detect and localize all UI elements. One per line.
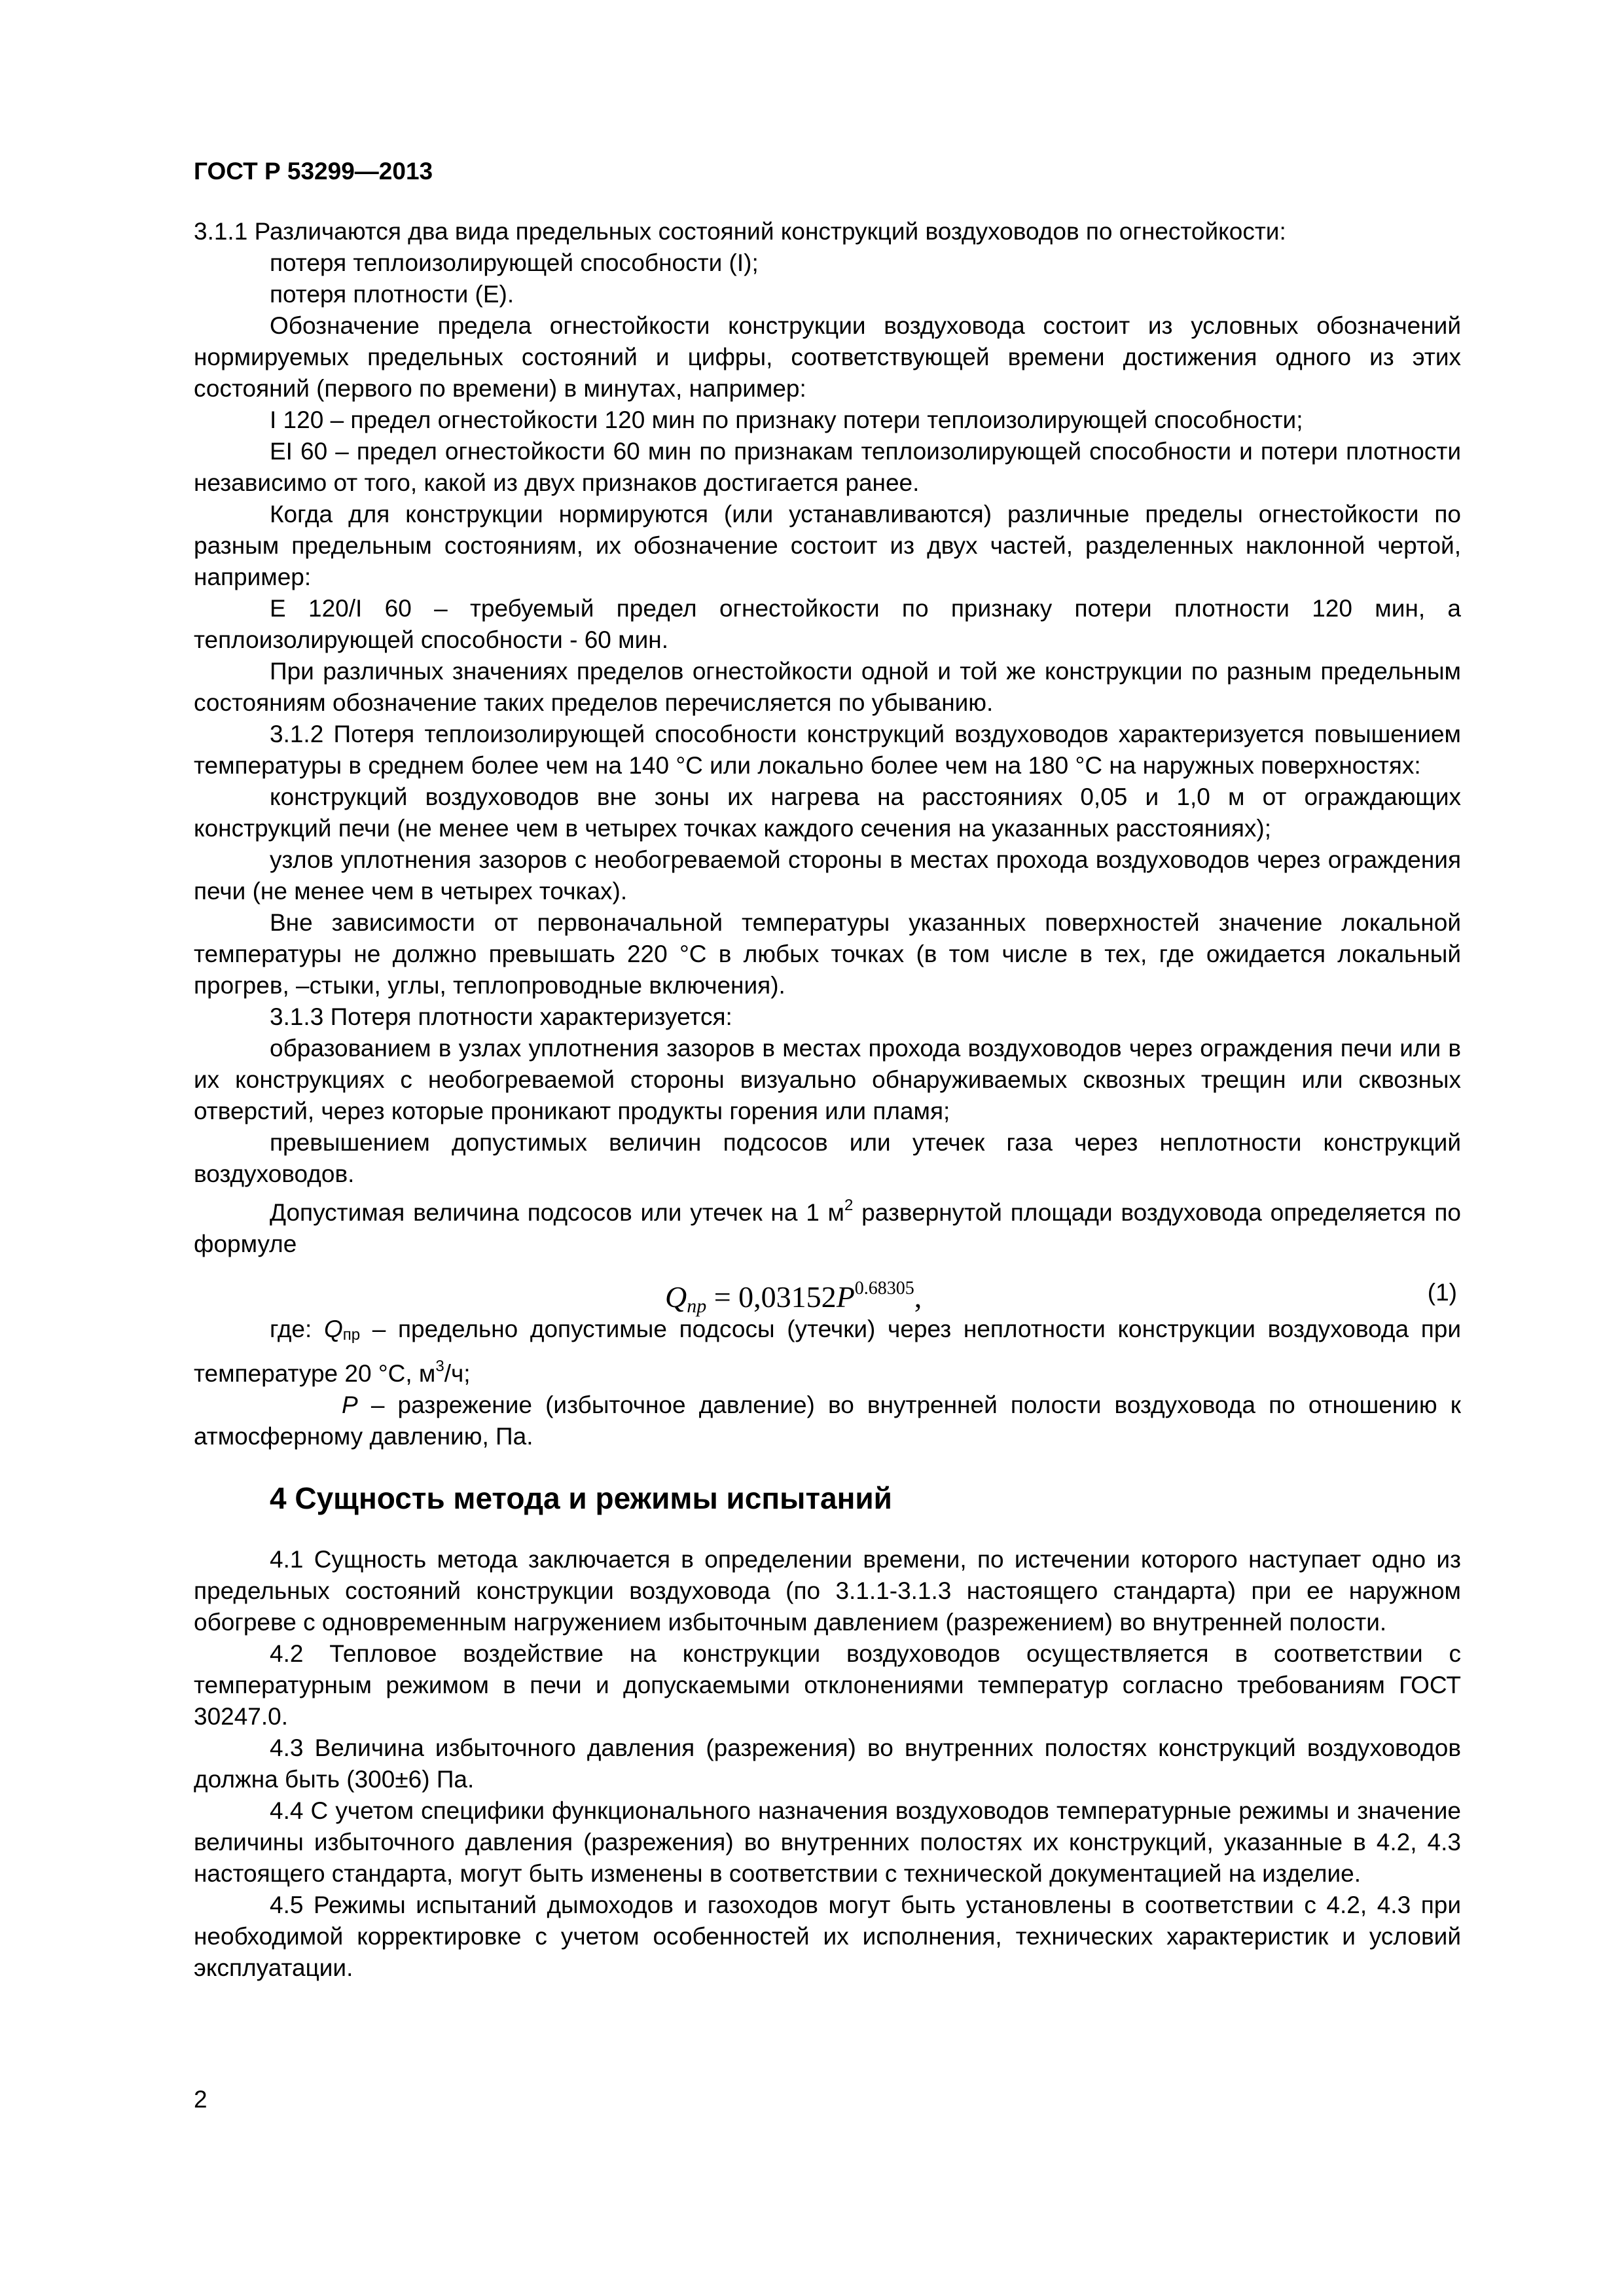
section-heading-4: 4 Сущность метода и режимы испытаний: [270, 1481, 892, 1515]
list-item-insulation-loss: потеря теплоизолирующей способности (I);: [270, 249, 759, 276]
formula-legend-p: P – разрежение (избыточное давление) во внутренней полости воздуховода по отношению к атмосферному давлению, Па.: [194, 1391, 1461, 1450]
formula-expression: $Q_{пр} = 0,03152P^{0.68305}$,: [665, 1278, 922, 1317]
list-item-duct-surfaces: конструкций воздуховодов вне зоны их нагрева на расстояниях 0,05 и 1,0 м от ограждающих конструкций печи (не менее чем в четырех точках каждого сечения на указанных расстояниях);: [194, 783, 1461, 842]
document-header: ГОСТ Р 53299—2013: [194, 158, 433, 185]
page-number: 2: [194, 2086, 208, 2113]
example-i120: I 120 – предел огнестойкости 120 мин по признаку потери теплоизолирующей способности;: [270, 406, 1303, 433]
paragraph-local-temperature: Вне зависимости от первоначальной температуры указанных поверхностей значение локальной температуры не должно превышать 220 °С в любых точках (в том числе в тех, где ожидается локальный прогрев, –стыки, углы, теплопроводные включения).: [194, 909, 1461, 999]
list-item-density-loss: потеря плотности (Е).: [270, 281, 514, 308]
list-item-leakage: превышением допустимых величин подсосов или утечек газа через неплотности конструкций воздуховодов.: [194, 1129, 1461, 1187]
formula-1: [194, 1260, 1461, 1317]
paragraph-4-3: 4.3 Величина избыточного давления (разрежения) во внутренних полостях конструкций воздуховодов должна быть (300±6) Па.: [194, 1734, 1461, 1793]
paragraph-3-1-1: 3.1.1 Различаются два вида предельных состояний конструкций воздуховодов по огнестойкости:: [194, 218, 1286, 245]
paragraph-4-2: 4.2 Тепловое воздействие на конструкции воздуховодов осуществляется в соответствии с температурным режимом в печи и допускаемыми отклонениями температур согласно требованиям ГОСТ 30247.0.: [194, 1640, 1461, 1730]
example-ei60: EI 60 – предел огнестойкости 60 мин по признакам теплоизолирующей способности и потери плотности независимо от того, какой из двух признаков достигается ранее.: [194, 438, 1461, 496]
paragraph-descending-order: При различных значениях пределов огнестойкости одной и той же конструкции по разным предельным состояниям обозначение таких пределов перечисляется по убыванию.: [194, 658, 1461, 716]
example-e120-i60: Е 120/I 60 – требуемый предел огнестойкости по признаку потери плотности 120 мин, а теплоизолирующей способности - 60 мин.: [194, 595, 1461, 653]
paragraph-4-5: 4.5 Режимы испытаний дымоходов и газоходов могут быть установлены в соответствии с 4.2, 4.3 при необходимой корректировке с учетом особенностей их исполнения, технических характеристик и условий эксплуатации.: [194, 1892, 1461, 1981]
paragraph-designation: Обозначение предела огнестойкости конструкции воздуховода состоит из условных обозначений нормируемых предельных состояний и цифры, соответствующей времени достижения одного из этих состояний (первого по времени) в минутах, например:: [194, 312, 1461, 402]
paragraph-3-1-2: 3.1.2 Потеря теплоизолирующей способности конструкций воздуховодов характеризуется повышением температуры в среднем более чем на 140 °С или локально более чем на 180 °С на наружных поверхностях:: [194, 721, 1461, 779]
list-item-seal-nodes: узлов уплотнения зазоров с необогреваемой стороны в местах прохода воздуховодов через ограждения печи (не менее чем в четырех точках).: [194, 846, 1461, 905]
formula-legend-q: где: $Q_{пр}$ – предельно допустимые подсосы (утечки) через неплотности конструкции воздуховода при температуре 20 °С, $м^3/ч$;: [194, 1316, 1461, 1387]
paragraph-4-1: 4.1 Сущность метода заключается в определении времени, по истечении которого наступает одно из предельных состояний конструкции воздуховода (по 3.1.1-3.1.3 настоящего стандарта) при ее наружном обогреве с одновременным нагружением избыточным давлением (разрежением) во внутренней полости.: [194, 1546, 1461, 1636]
paragraph-multiple-limits: Когда для конструкции нормируются (или устанавливаются) различные пределы огнестойкости по разным предельным состояниям, их обозначение состоит из двух частей, разделенных наклонной чертой, например:: [194, 501, 1461, 590]
formula-number: (1): [1427, 1279, 1457, 1306]
paragraph-allowable-leakage: Допустимая величина подсосов или утечек на 1 $м^2$ развернутой площади воздуховода определяется по формуле: [194, 1196, 1461, 1257]
paragraph-3-1-3: 3.1.3 Потеря плотности характеризуется:: [270, 1003, 732, 1030]
document-body: [194, 216, 1461, 1984]
list-item-cracks: образованием в узлах уплотнения зазоров в местах прохода воздуховодов через ограждения печи или в их конструкциях с необогреваемой стороны визуально обнаруживаемых сквозных трещин или сквозных отверстий, через которые проникают продукты горения или пламя;: [194, 1035, 1461, 1124]
paragraph-4-4: 4.4 С учетом специфики функционального назначения воздуховодов температурные режимы и значение величины избыточного давления (разрежения) во внутренних полостях их конструкций, указанные в 4.2, 4.3 настоящего стандарта, могут быть изменены в соответствии с технической документацией на изделие.: [194, 1797, 1461, 1887]
